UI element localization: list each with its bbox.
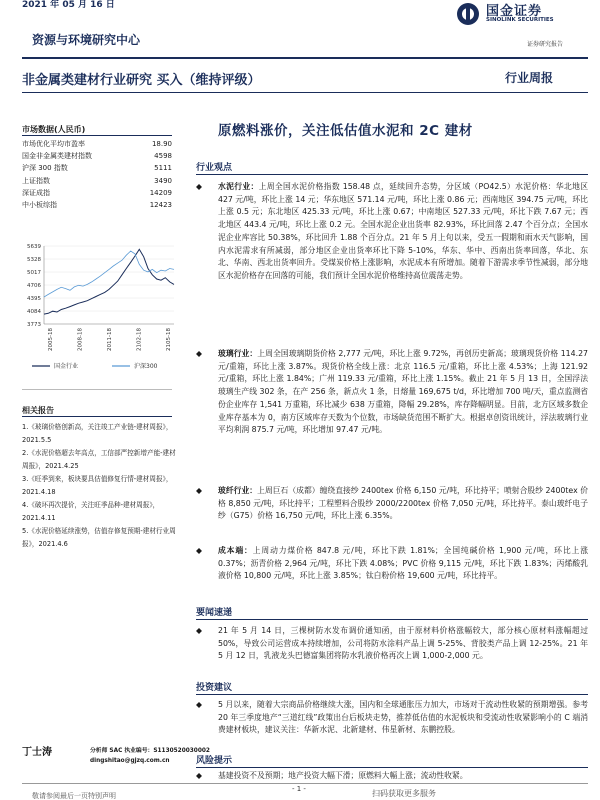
bullet-icon: ◆ — [196, 771, 202, 780]
series-line — [44, 251, 174, 297]
bullet-icon: ◆ — [196, 182, 202, 191]
related-report-item[interactable]: 5.《水泥价格延续涨势，估值存修复预期-建材行业周报》，2021.4.6 — [22, 527, 176, 548]
market-data-title: 市场数据(人民币) — [22, 125, 86, 134]
section-title-news: 要闻速递 — [196, 608, 233, 618]
header-divider — [22, 57, 588, 59]
paragraph-text: 基建投资不及预期；地产投资大幅下滑；原燃料大幅上涨；流动性收紧。 — [218, 771, 468, 780]
x-tick-label: 2005-18 — [48, 328, 54, 351]
section-divider — [196, 174, 588, 175]
market-row — [22, 199, 172, 211]
footer-qr-text: 扫码获取更多服务 — [372, 789, 436, 798]
market-row — [22, 175, 172, 187]
index-line-chart — [18, 238, 178, 378]
paragraph-text: 上周动力煤价格 847.8 元/吨，环比下跌 1.81%；全国纯碱价格 1,900 元/吨，环比上涨 0.37%；沥青价格 2,964 元/吨，环比下跌 4.08%；PVC 价格 9,115 元/吨，环比下跌 1.83%；丙烯酸乳液价格 10,800 元/吨，环比上涨 3.85%；钛白粉价格 19,600 元/吨，环比持平。 — [218, 546, 589, 581]
report-date: 2021 年 05 月 16 日 — [22, 0, 115, 10]
section-divider — [196, 694, 588, 695]
report-title: 非金属类建材行业研究 买入（维持评级） — [22, 73, 261, 88]
y-tick-label: 5639 — [27, 244, 41, 250]
paragraph-fiberglass — [196, 485, 588, 523]
market-label: 沪深 300 指数 — [22, 164, 68, 173]
paragraph-risk — [196, 770, 588, 783]
bullet-icon: ◆ — [196, 626, 202, 635]
paragraph-advice — [196, 699, 588, 737]
market-value: 5111 — [154, 164, 172, 173]
market-label: 上证指数 — [22, 176, 50, 185]
report-type: 行业周报 — [505, 71, 554, 85]
related-reports-list — [22, 421, 177, 551]
x-tick-label: 2011-18 — [107, 328, 113, 351]
market-value: 4598 — [154, 152, 172, 161]
paragraph-text: 上周巨石（成都）缠绕直接纱 2400tex 价格 6,150 元/吨，环比持平；喷射合股纱 2400tex 价格 8,850 元/吨，环比持平；工程塑料合股纱 2000/2200tex 价格 7,050 元/吨，环比持平。泰山玻纤电子纱（G75）价格 16,750 元/吨，环比上涨 6.35%。 — [218, 486, 588, 521]
related-report-item[interactable]: 4.《破坏再次提价，关注旺季品种-建材周报》，2021.4.11 — [22, 501, 160, 522]
market-value: 18.90 — [151, 140, 172, 148]
paragraph-text: 21 年 5 月 14 日，三棵树防水发布调价通知函，由于原材料价格涨幅较大，部分核心原材料涨幅超过 50%，导致公司运营成本持续增加，公司将防水涂料产品上调 5-25%、背胶类产品上调 12-25%。21 年 5 月 12 日，乳液龙头巴德富集团将防水乳液价格再次上调 1,000-2,000 元。 — [218, 626, 588, 661]
market-label: 中小板综指 — [22, 201, 57, 210]
logo-icon — [456, 2, 480, 26]
paragraph-head: 玻璃行业： — [218, 349, 258, 358]
y-tick-label: 5017 — [27, 270, 41, 276]
page-number: - 1 - — [292, 785, 306, 793]
paragraph-text: 上周全国玻璃期货价格 2,777 元/吨，环比上涨 9.72%，再创历史新高；玻璃现货价格 114.27 元/重箱，环比上涨 3.87%。现货价格全线上涨：北京 116.5 元/重箱，环比上涨 4.53%；上海 121.92 元/重箱，环比上涨 1.84%；广州 119.33 元/重箱，环比上涨 1.15%。截止 21 年 5 月 13 日，全国浮法玻璃生产线 302 条，在产 256 条，新点火 1 条，日熔量 169,675 t/d，环比增加 700 吨/天，重点监测省份企业库存 1,541 万重箱，环比减少 638 万重箱，降幅 29.28%，库存降幅明显。目前，北方区域多数企业库存基本为 0，南方区域库存天数为个位数，市场缺货范围不断扩大。根据卓创资讯统计，浮法玻璃行业平均利润 875.7 元/吨，环比增加 97.47 元/吨。 — [218, 349, 588, 435]
bullet-icon: ◆ — [196, 349, 202, 358]
bullet-icon: ◆ — [196, 546, 202, 555]
legend-label: 国金行业 — [54, 363, 79, 370]
related-report-item[interactable]: 1.《玻璃价格创新高，关注竣工产业链-建材周报》，2021.5.5 — [22, 423, 173, 444]
research-center: 资源与环境研究中心 — [32, 33, 141, 47]
market-row — [22, 138, 172, 150]
market-label: 国金非金属类建材指数 — [22, 152, 92, 161]
market-label: 市场优化平均市盈率 — [22, 140, 85, 148]
bullet-icon: ◆ — [196, 700, 202, 709]
market-value: 14209 — [149, 188, 172, 197]
logo-en-text: SINOLINK SECURITIES — [486, 17, 554, 23]
section-title-advice: 投资建议 — [196, 683, 233, 693]
chart-divider — [22, 389, 172, 390]
paragraph-text: 上周全国水泥价格指数 158.48 点，延续回升态势，分区域（PO42.5）水泥价格：华北地区 427 元/吨，环比上涨 14 元；华东地区 571.14 元/吨，环比上涨 0.86 元；西南地区 394.75 元/吨，环比上涨 0.5 元；东北地区 425.33 元/吨，环比上涨 0.67；中南地区 527.33 元/吨，环比下跌 7.67 元；西北地区 443.4 元/吨，环比上涨 0.2 元。全国水泥企业出货率 82.93%，环比回落 2.47 个百分点；全国水泥企业库容比 50.38%，环比回升 1.88 个百分点。21 年 5 月上旬以来，受五一假期和雨水天气影响，国内水泥需求有所减弱，部分地区企业出货率环比下降 5-10%，华东、华中、西南出货率回落，华北、东北、华南、西北出货率回升。受煤炭价格上涨影响，水泥成本有所增加。随着下游需求季节性减弱，部分地区水泥价格存在回落的可能，我们预计全国水泥价格维持高位震荡走势。 — [218, 182, 589, 280]
y-tick-label: 4084 — [27, 309, 41, 315]
market-row — [22, 150, 172, 162]
related-reports-divider — [22, 416, 172, 417]
x-tick-label: 2105-18 — [166, 328, 172, 351]
company-logo — [456, 0, 586, 36]
x-tick-label: 2102-18 — [136, 328, 143, 351]
y-tick-label: 4706 — [27, 283, 41, 289]
paragraph-cost — [196, 545, 588, 583]
related-reports-title: 相关报告 — [22, 406, 54, 415]
paragraph-head: 水泥行业： — [218, 182, 259, 191]
bullet-icon: ◆ — [196, 486, 202, 495]
related-report-item[interactable]: 3.《旺季到来，板块要具估值修复行情-建材周报》，2021.4.18 — [22, 475, 173, 496]
legend-label: 沪深300 — [134, 363, 158, 370]
market-value: 12423 — [149, 201, 172, 210]
paragraph-text: 5 月以来，随着大宗商品价格继续大涨，国内和全球通胀压力加大，市场对于流动性收紧的预期增强。参考 20 年三季度地产“三道红线”政策出台后板块走势，推荐低估值的水泥板块和受流动性收紧影响小的 C 端消费建材板块，建议关注：华新水泥、北新建材、伟星新材、东鹏控股。 — [218, 700, 588, 735]
paragraph-glass — [196, 348, 588, 437]
analyst-name: 丁士涛 — [22, 747, 52, 758]
logo-cn-text: 国金证券 — [486, 4, 543, 19]
section-divider — [196, 619, 588, 620]
logo-subtitle: 证券研究报告 — [527, 41, 564, 48]
analyst-email[interactable]: dingshitao@gjzq.com.cn — [90, 758, 170, 764]
analyst-cert: 分析师 SAC 执业编号：S1130520030002 — [90, 748, 210, 754]
market-label: 深证成指 — [22, 188, 50, 197]
y-tick-label: 5328 — [27, 257, 41, 263]
x-tick-label: 2008-18 — [77, 328, 84, 351]
section-divider — [196, 767, 588, 768]
market-data-table — [22, 138, 172, 211]
section-title-risk: 风险提示 — [196, 756, 233, 766]
market-data-divider — [22, 135, 172, 136]
related-report-item[interactable]: 2.《水泥价格超去年高点，工信部严控新增产能-建材周报》，2021.4.25 — [22, 449, 176, 470]
analyst-info — [90, 746, 210, 766]
market-row — [22, 162, 172, 174]
y-tick-label: 3773 — [27, 322, 41, 328]
paragraph-head: 玻纤行业： — [218, 486, 258, 495]
y-tick-label: 4395 — [27, 296, 41, 302]
header-divider-2 — [22, 92, 588, 93]
footer-divider — [22, 783, 588, 784]
main-title: 原燃料涨价，关注低估值水泥和 2C 建材 — [218, 123, 473, 139]
market-value: 3490 — [154, 176, 172, 185]
paragraph-head: 成本端： — [218, 546, 253, 555]
section-title-views: 行业观点 — [196, 163, 233, 173]
footer-disclaimer: 敬请参阅最后一页特别声明 — [32, 792, 116, 800]
market-row — [22, 187, 172, 199]
paragraph-news — [196, 625, 588, 663]
paragraph-cement — [196, 181, 588, 283]
